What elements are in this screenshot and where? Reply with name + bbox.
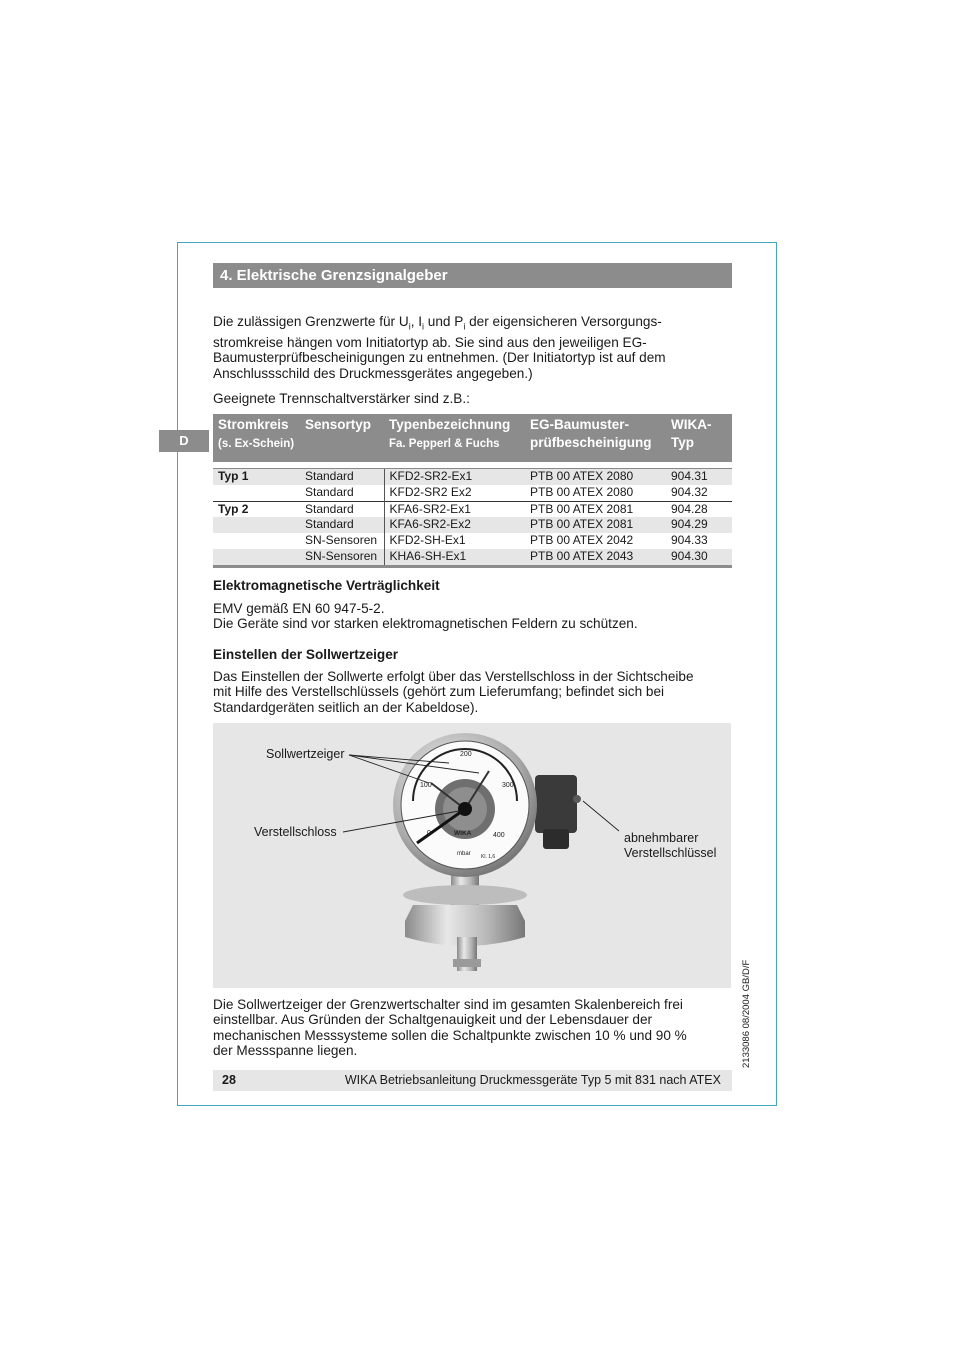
gauge-photo bbox=[213, 723, 731, 988]
page-number: 28 bbox=[222, 1073, 236, 1087]
dial-tick-400: 400 bbox=[493, 832, 505, 839]
table-row: Typ 2 Standard KFA6-SR2-Ex1 PTB 00 ATEX 2081 904.28 bbox=[213, 501, 732, 517]
table-row: Standard KFD2-SR2 Ex2 PTB 00 ATEX 2080 904.32 bbox=[213, 485, 732, 501]
language-tab: D bbox=[159, 430, 209, 452]
dial-tick-100: 100 bbox=[420, 782, 432, 789]
label-setpoint-pointer: Sollwertzeiger bbox=[266, 747, 345, 761]
section-title: 4. Elektrische Grenzsignalgeber bbox=[213, 263, 732, 288]
table-header-row bbox=[213, 414, 732, 462]
header-cert: EG-Baumuster- prüfbescheinigung bbox=[525, 414, 666, 462]
flange-top bbox=[403, 885, 527, 905]
dial-brand: WIKA bbox=[454, 830, 472, 837]
amplifier-table bbox=[213, 414, 732, 568]
header-wika: WIKA- Typ bbox=[666, 414, 732, 462]
document-id: 2133086 08/2004 GB/D/F bbox=[741, 959, 752, 1068]
header-sensor: Sensortyp bbox=[300, 414, 384, 462]
junction-box bbox=[535, 775, 581, 849]
dial-unit: mbar bbox=[457, 851, 471, 857]
footer-title: WIKA Betriebsanleitung Druckmessgeräte Typ 5 mit 831 nach ATEX bbox=[344, 1073, 721, 1087]
table-row: Standard KFA6-SR2-Ex2 PTB 00 ATEX 2081 904.29 bbox=[213, 517, 732, 533]
emv-text: EMV gemäß EN 60 947-5-2. Die Geräte sind vor starken elektromagnetischen Feldern zu schützen. bbox=[213, 601, 638, 632]
table-row: SN-Sensoren KHA6-SH-Ex1 PTB 00 ATEX 2043 904.30 bbox=[213, 549, 732, 566]
dial-accuracy: Kl. 1,6 bbox=[481, 854, 496, 860]
setpoint-text: Das Einstellen der Sollwerte erfolgt über das Verstellschloss in der Sichtscheibe mit Hilfe des Verstellschlüssels (gehört zum Lieferumfang; befindet sich bei Standardgeräten seitlich an der Kabeldose). bbox=[213, 669, 694, 715]
closing-paragraph: Die Sollwertzeiger der Grenzwertschalter sind im gesamten Skalenbereich frei einstellbar. Aus Gründen der Schaltgenauigkeit und der Lebensdauer der mechanischen Messsysteme sollen die Schaltpunkte zwischen 10 % und 90 % der Messspanne liegen. bbox=[213, 997, 687, 1058]
label-adjustment-lock: Verstellschloss bbox=[254, 825, 337, 839]
dial-tick-300: 300 bbox=[502, 782, 514, 789]
page-footer bbox=[213, 1070, 732, 1091]
emv-heading: Elektromagnetische Verträglichkeit bbox=[213, 578, 440, 593]
label-removable-key: abnehmbarer Verstellschlüssel bbox=[624, 831, 717, 860]
dial-tick-200: 200 bbox=[460, 751, 472, 758]
adjustment-lock bbox=[458, 802, 472, 816]
header-circuit: Stromkreis (s. Ex-Schein) bbox=[213, 414, 300, 462]
header-type: Typenbezeichnung Fa. Pepperl & Fuchs bbox=[384, 414, 525, 462]
table-row: Typ 1 Standard KFD2-SR2-Ex1 PTB 00 ATEX 2080 904.31 bbox=[213, 469, 732, 485]
intro-paragraph: Die zulässigen Grenzwerte für $U_i$, $I_i$ und $P_i$ der eigensicheren Versorgungs- stromkreise hängen vom Initiatortyp ab. Sie sind aus den jeweiligen EG- Baumusterprüfbescheinigungen zu entnehmen. (Der Initiatortyp ist auf dem Anschlussschild des Druckmessgerätes angegeben.) bbox=[213, 314, 666, 381]
dial-tick-0: 0 bbox=[427, 830, 431, 837]
amplifier-intro: Geeignete Trennschaltverstärker sind z.B.: bbox=[213, 391, 470, 406]
table-row: SN-Sensoren KFD2-SH-Ex1 PTB 00 ATEX 2042 904.33 bbox=[305, 533, 708, 548]
setpoint-heading: Einstellen der Sollwertzeiger bbox=[213, 647, 399, 662]
